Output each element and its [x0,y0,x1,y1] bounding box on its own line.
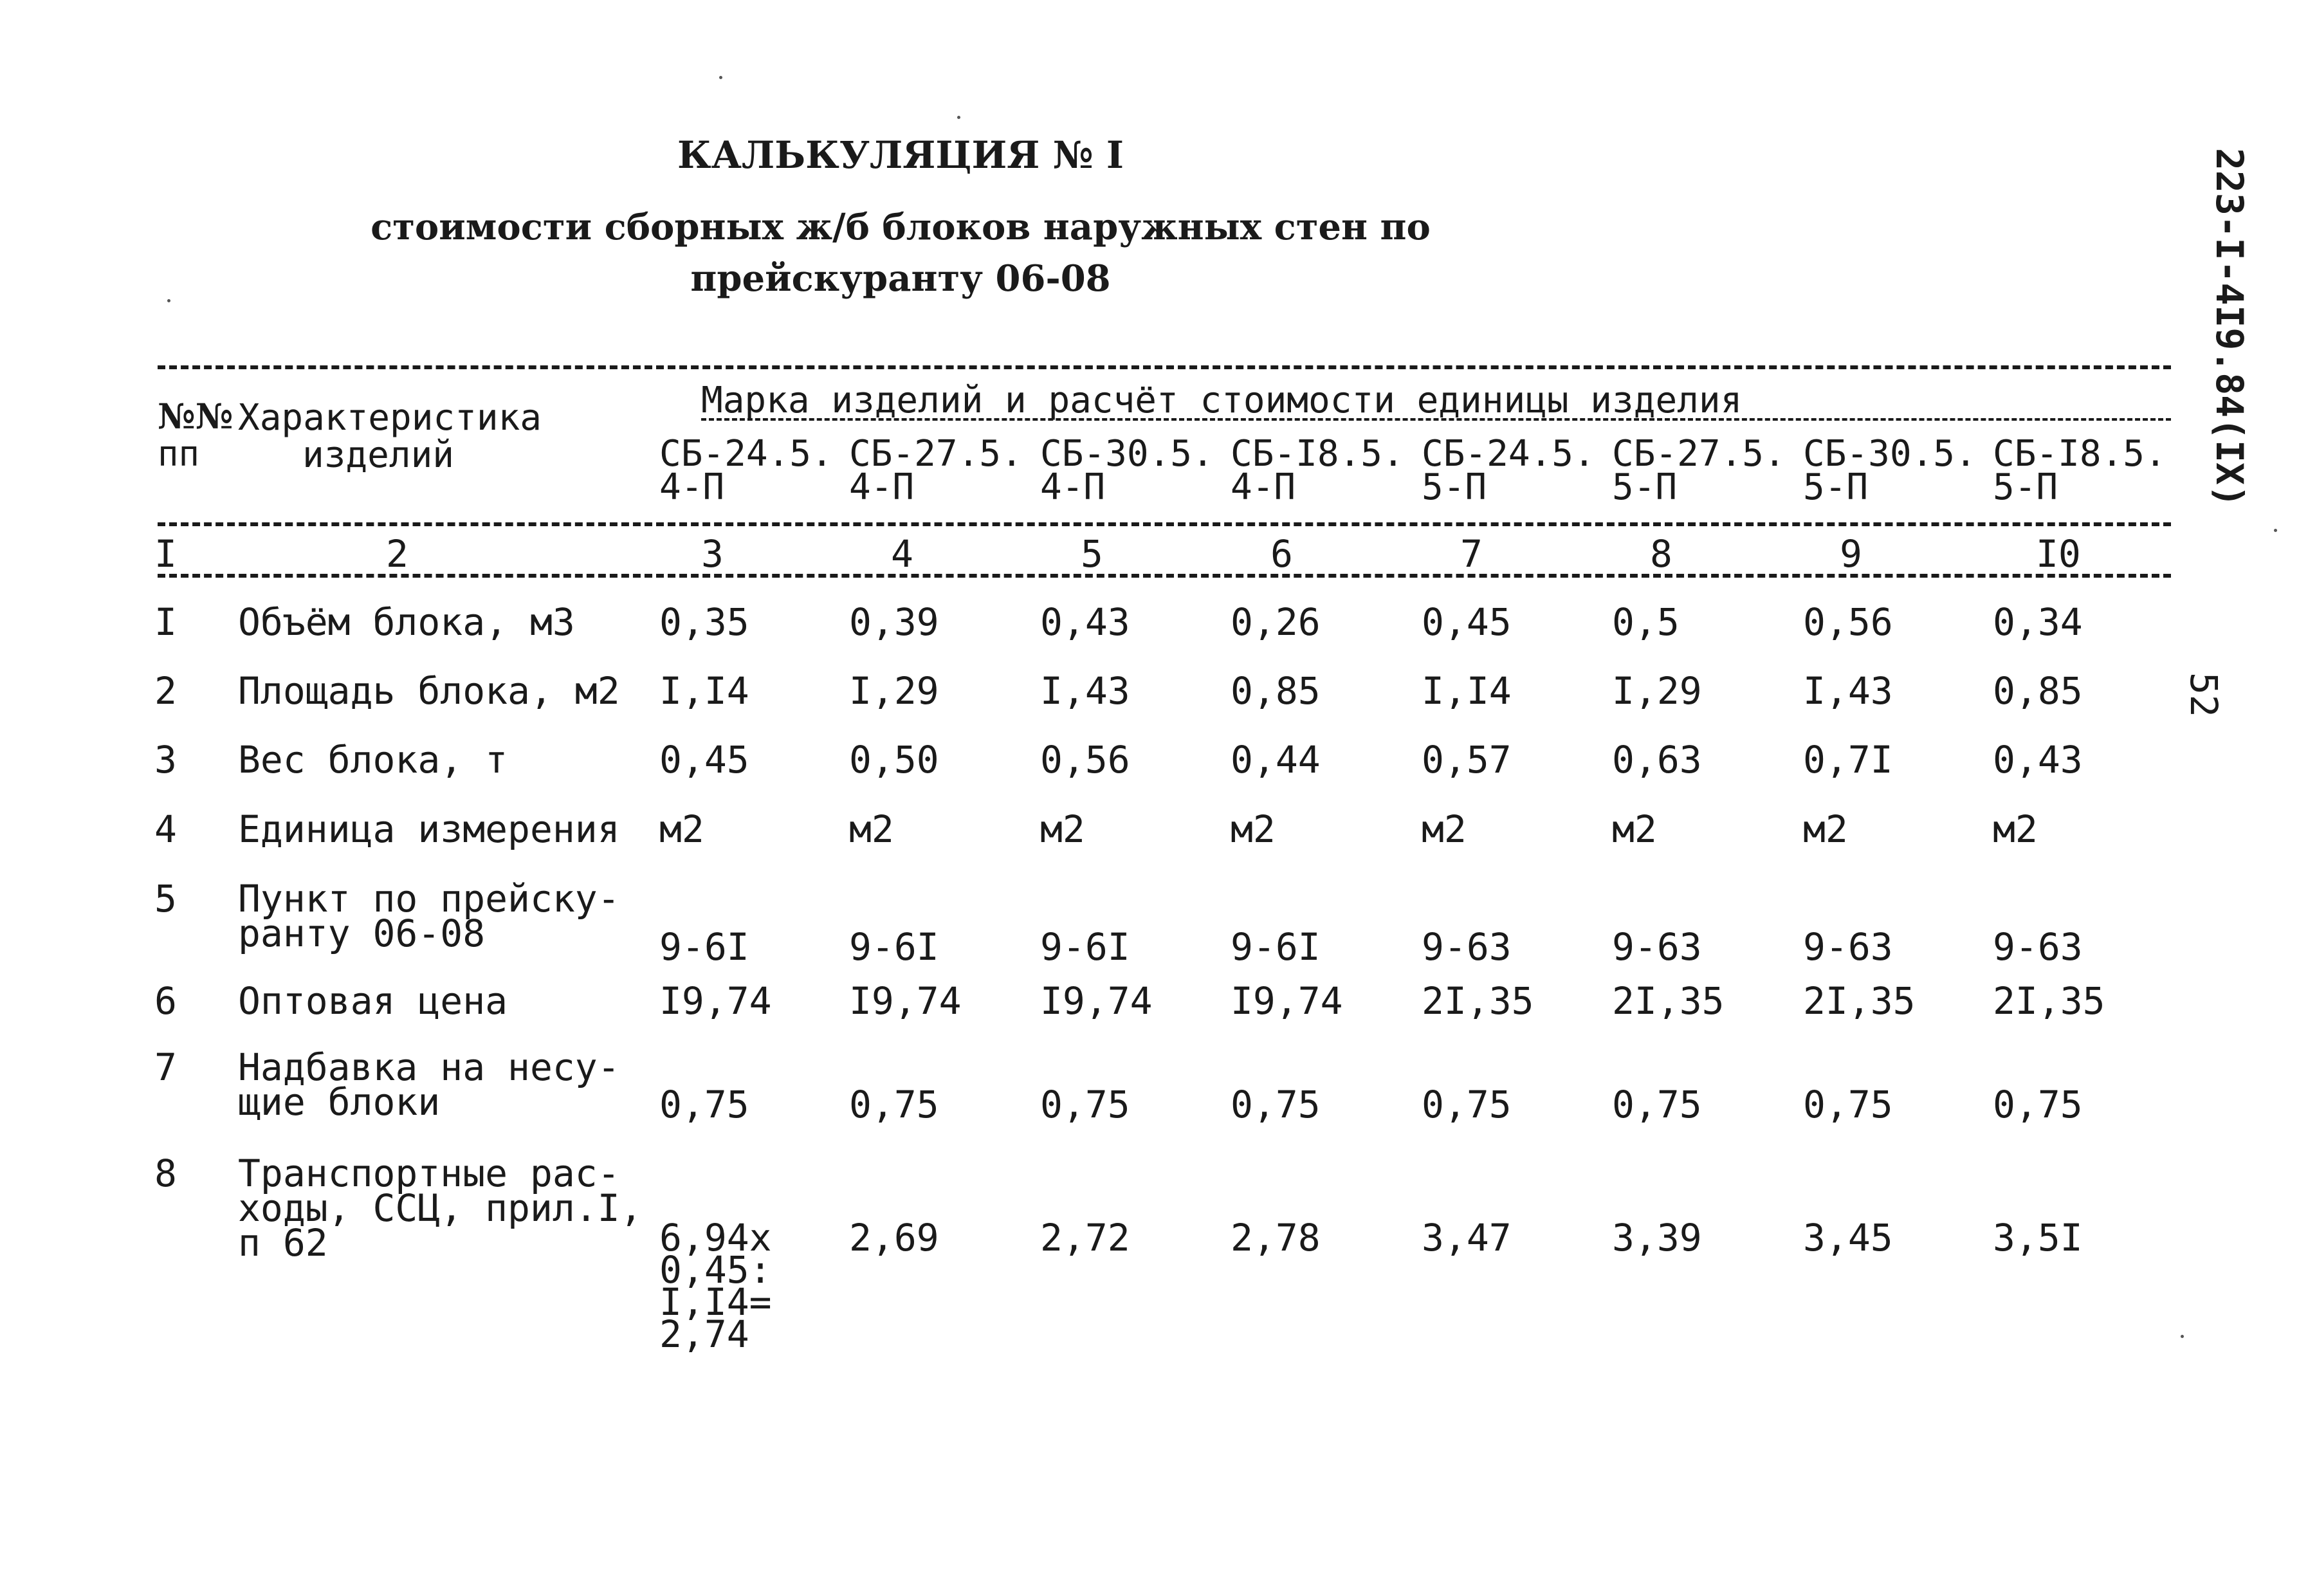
column-number: 9 [1840,532,1862,576]
document-title: КАЛЬКУЛЯЦИЯ № I [677,133,1124,177]
cell-value: м2 [1993,807,2038,851]
column-number: I0 [2036,532,2081,576]
cell-value: 9-6I [1040,925,1130,969]
row-number: 3 [154,738,177,782]
cell-value: 9-6I [849,925,939,969]
document-subtitle-line1: стоимости сборных ж/б блоков наружных стен по [371,206,1431,248]
cell-value: м2 [849,807,894,851]
cell-value: 9-63 [1993,925,2083,969]
row-number: 6 [154,979,177,1023]
cell-value: 9-63 [1612,925,1702,969]
cell-value: 0,34 [1993,600,2083,644]
row-number: 4 [154,807,177,851]
cell-value: 9-6I [659,925,749,969]
cell-value: I,I4 [659,669,749,713]
col-no-header-line1: №№ [158,396,234,437]
mark-header-line2: 5-П [1422,466,1487,508]
cell-value: 0,50 [849,738,939,782]
row-number: I [154,600,177,644]
mark-header-line1: СБ-24.5. [1422,433,1595,475]
row-label: п 62 [238,1221,328,1265]
scan-speck [2274,529,2277,532]
cell-value: 3,45 [1803,1216,1893,1260]
cell-value: 0,85 [1993,669,2083,713]
row-number: 5 [154,877,177,921]
cell-value: 3,47 [1422,1216,1512,1260]
row-label: Площадь блока, м2 [238,669,620,713]
cell-value: I9,74 [659,979,772,1023]
cell-value: 2I,35 [1422,979,1534,1023]
cell-value: I9,74 [849,979,962,1023]
scan-speck [719,76,722,79]
cell-value: I9,74 [1231,979,1343,1023]
row-label: ходы, ССЦ, прил.I, [238,1186,643,1230]
cell-value: 0,7I [1803,738,1893,782]
mark-header-line2: 5-П [1803,466,1869,508]
cell-value: I,43 [1803,669,1893,713]
cell-value: 0,85 [1231,669,1321,713]
column-number: I [154,532,177,576]
column-number: 4 [891,532,913,576]
cell-value: I,43 [1040,669,1130,713]
cell-value: 0,75 [1612,1083,1702,1126]
cell-value: 0,26 [1231,600,1321,644]
mark-header-line2: 4-П [659,466,725,508]
cell-value: 0,43 [1040,600,1130,644]
mark-header-line2: 4-П [1231,466,1296,508]
column-number: 8 [1650,532,1672,576]
cell-value: 9-63 [1803,925,1893,969]
cell-value: 3,39 [1612,1216,1702,1260]
cell-value: 0,45 [659,738,749,782]
row-label: ранту 06-08 [238,912,486,955]
page-number: 52 [2182,672,2226,717]
cell-value: 2,69 [849,1216,939,1260]
cell-value: I,29 [849,669,939,713]
cell-value: I,29 [1612,669,1702,713]
cell-value: 2I,35 [1803,979,1916,1023]
cell-value: м2 [1803,807,1848,851]
cell-value: 0,63 [1612,738,1702,782]
row-label: Транспортные рас- [238,1151,620,1195]
row-label: Надбавка на несу- [238,1045,620,1089]
row-label: Единица измерения [238,807,620,851]
cell-value: 2,74 [659,1312,749,1356]
column-number: 3 [701,532,724,576]
cell-value: 3,5I [1993,1216,2083,1260]
row-number: 2 [154,669,177,713]
row-number: 8 [154,1151,177,1195]
table-top-rule [158,365,2171,369]
group-header: Марка изделий и расчёт стоимости единицы изделия [701,380,1743,421]
cell-value: 0,75 [1422,1083,1512,1126]
column-numbers-rule [158,574,2171,578]
cell-value: 0,56 [1040,738,1130,782]
cell-value: м2 [1040,807,1085,851]
mark-header-line2: 4-П [1040,466,1106,508]
cell-value: 0,57 [1422,738,1512,782]
cell-value: 0,75 [1040,1083,1130,1126]
cell-value: 0,35 [659,600,749,644]
mark-header-line1: СБ-I8.5. [1231,433,1404,475]
row-label: Вес блока, т [238,738,508,782]
scan-speck [2181,1335,2184,1338]
cell-value: 0,39 [849,600,939,644]
cell-value: м2 [1231,807,1276,851]
row-label: щие блоки [238,1080,441,1124]
row-number: 7 [154,1045,177,1089]
mark-header-line1: СБ-24.5. [659,433,833,475]
column-number: 7 [1460,532,1483,576]
cell-value: 0,43 [1993,738,2083,782]
mark-header-line2: 5-П [1612,466,1678,508]
col-char-header-line2: изделий [302,434,455,476]
cell-value: 0,45 [1422,600,1512,644]
mark-header-line1: СБ-27.5. [849,433,1023,475]
mark-header-line1: СБ-30.5. [1803,433,1977,475]
row-label: Пункт по прейску- [238,877,620,921]
cell-value: м2 [659,807,704,851]
document-subtitle-line2: прейскуранту 06-08 [690,257,1111,300]
cell-value: 2I,35 [1612,979,1725,1023]
cell-value: I,I4= [659,1280,772,1324]
cell-value: 2I,35 [1993,979,2105,1023]
cell-value: 0,44 [1231,738,1321,782]
mark-header-line2: 5-П [1993,466,2058,508]
cell-value: 0,5 [1612,600,1680,644]
mark-header-line1: СБ-27.5. [1612,433,1786,475]
mark-header-line1: СБ-I8.5. [1993,433,2166,475]
cell-value: 9-6I [1231,925,1321,969]
cell-value: 0,75 [659,1083,749,1126]
cell-value: I,I4 [1422,669,1512,713]
cell-value: 6,94х [659,1216,772,1260]
row-label: Оптовая цена [238,979,508,1023]
cell-value: 9-63 [1422,925,1512,969]
cell-value: м2 [1612,807,1657,851]
mark-header-line2: 4-П [849,466,915,508]
header-bottom-rule [158,522,2171,526]
column-number: 5 [1081,532,1103,576]
document-code: 223-I-4I9.84(IX) [2208,148,2251,508]
cell-value: м2 [1422,807,1467,851]
cell-value: 2,78 [1231,1216,1321,1260]
cell-value: 0,75 [1231,1083,1321,1126]
cell-value: 0,56 [1803,600,1893,644]
mark-header-line1: СБ-30.5. [1040,433,1214,475]
row-label: Объём блока, м3 [238,600,575,644]
cell-value: 0,75 [1803,1083,1893,1126]
cell-value: 0,75 [1993,1083,2083,1126]
col-char-header-line1: Характеристика [238,397,542,439]
scan-speck [957,116,960,119]
cell-value: 0,45: [659,1248,772,1292]
cell-value: 0,75 [849,1083,939,1126]
cell-value: 2,72 [1040,1216,1130,1260]
scan-speck [167,299,170,302]
column-number: 2 [386,532,408,576]
column-number: 6 [1270,532,1293,576]
cell-value: I9,74 [1040,979,1153,1023]
col-no-header-line2: пп [158,434,200,474]
